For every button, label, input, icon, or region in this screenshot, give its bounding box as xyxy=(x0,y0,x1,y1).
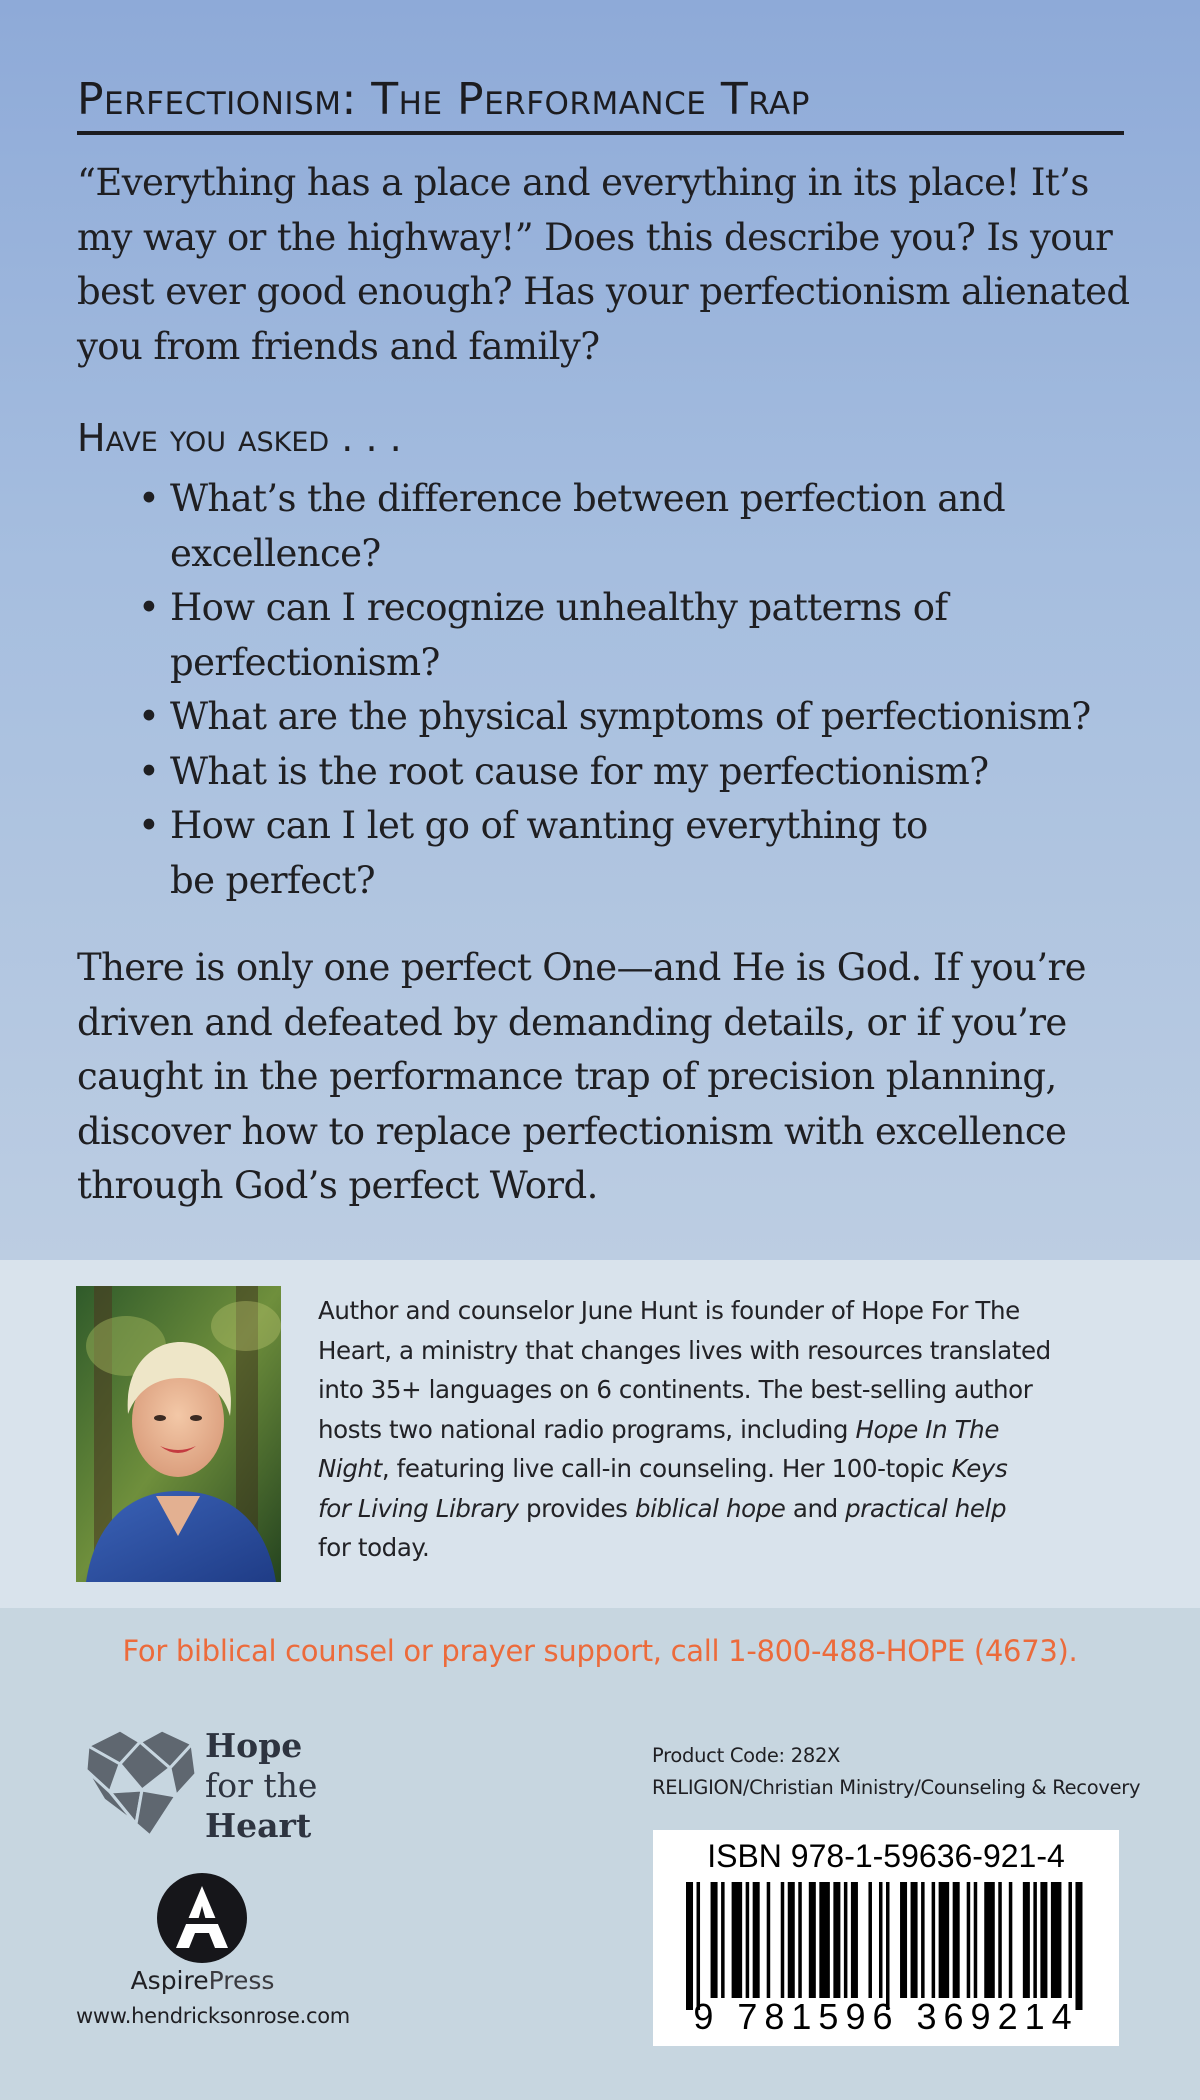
barcode-bar xyxy=(921,1882,925,1998)
barcode-bar xyxy=(1033,1882,1037,1998)
logo-text: Press xyxy=(208,1966,275,1995)
barcode-number: 9 781596 369214 xyxy=(693,1996,1079,2037)
barcode-panel xyxy=(653,1830,1119,2046)
bio-text: provides xyxy=(518,1493,635,1523)
hope-for-the-heart-wordmark xyxy=(205,1726,317,1846)
list-item xyxy=(130,745,1170,800)
barcode-bar xyxy=(911,1882,918,1998)
intro-paragraph xyxy=(77,156,1157,374)
barcode-bar xyxy=(721,1882,725,1998)
intro-line: you from friends and family? xyxy=(77,324,600,368)
bullet-icon: • xyxy=(138,586,160,629)
logo-text: Hope xyxy=(205,1726,303,1765)
question-text: What is the root cause for my perfectionism? xyxy=(170,749,989,793)
bio-text: hosts two national radio programs, including xyxy=(318,1414,856,1444)
closing-line: driven and defeated by demanding details, or if you’re xyxy=(77,1000,1067,1044)
author-bio xyxy=(318,1291,1128,1568)
barcode-bar xyxy=(939,1882,950,1998)
barcode-bar xyxy=(900,1882,907,1998)
barcode-bar xyxy=(746,1882,750,1998)
question-text-cont: perfectionism? xyxy=(170,640,440,684)
bio-text: Author and counselor June Hunt is founder of Hope For The xyxy=(318,1296,1020,1325)
closing-paragraph xyxy=(77,941,1157,1214)
emphasis-italic: biblical hope xyxy=(634,1493,786,1523)
library-title-italic: Keys xyxy=(951,1454,1008,1483)
barcode-bar xyxy=(868,1882,872,1998)
barcode-bar xyxy=(1075,1882,1082,2010)
barcode-bar xyxy=(851,1882,858,1998)
barcode-bar xyxy=(1051,1882,1062,1998)
bio-text: into 35+ languages on 6 continents. The best-selling author xyxy=(318,1375,1033,1404)
barcode-bar xyxy=(686,1882,693,2010)
list-item xyxy=(130,472,1170,581)
radio-title-italic: Night xyxy=(318,1454,382,1483)
aspire-a-icon xyxy=(156,1872,248,1964)
bullet-icon: • xyxy=(138,749,160,793)
bio-text: , featuring live call-in counseling. Her 100-topic xyxy=(381,1454,952,1483)
intro-line: “Everything has a place and everything in its place! It’s xyxy=(77,161,1089,204)
barcode-bar xyxy=(967,1882,971,1998)
barcode-bar xyxy=(809,1882,816,1998)
intro-line: best ever good enough? Has your perfectionism alienated xyxy=(77,270,1130,313)
barcode-bar xyxy=(879,1882,883,1998)
barcode-bar xyxy=(953,1882,960,1998)
barcode-bar xyxy=(788,1882,795,1998)
list-item xyxy=(130,799,1170,908)
closing-line: caught in the performance trap of precision planning, xyxy=(77,1055,1057,1098)
question-text: What’s the difference between perfection and xyxy=(170,477,1006,520)
bullet-icon: • xyxy=(138,804,160,847)
barcode-bar xyxy=(753,1882,760,1998)
product-info xyxy=(652,1740,1140,1804)
list-item xyxy=(130,690,1170,745)
emphasis-italic: practical help xyxy=(845,1493,1007,1523)
closing-line: discover how to replace perfectionism with excellence xyxy=(77,1109,1067,1153)
barcode-bar xyxy=(1009,1882,1013,1998)
bio-text: Heart, a ministry that changes lives with resources translated xyxy=(318,1335,1051,1365)
barcode-bar xyxy=(697,1882,701,2010)
author-portrait-illustration xyxy=(76,1286,281,1582)
barcode-bar xyxy=(1023,1882,1030,1998)
publisher-website: www.hendricksonrose.com xyxy=(76,2004,350,2028)
logo-text: Aspire xyxy=(130,1966,209,1995)
title-divider xyxy=(77,131,1124,135)
bullet-icon: • xyxy=(138,695,160,738)
questions-list xyxy=(130,472,1170,908)
library-title-italic: for Living Library xyxy=(318,1493,519,1523)
logo-text: Heart xyxy=(205,1806,312,1845)
barcode-bar xyxy=(844,1882,848,1998)
bullet-icon: • xyxy=(138,477,160,520)
barcode-bar xyxy=(886,1882,890,2010)
barcode-bar xyxy=(984,1882,995,1998)
question-text: What are the physical symptoms of perfectionism? xyxy=(170,695,1091,738)
barcode-bar xyxy=(1068,1882,1072,1998)
barcode-icon xyxy=(686,1882,1086,2010)
barcode-bar xyxy=(732,1882,743,1998)
aspire-press-wordmark xyxy=(0,1966,405,1995)
product-code: Product Code: 282X xyxy=(652,1744,841,1767)
closing-line: There is only one perfect One—and He is God. If you’re xyxy=(77,946,1086,989)
bio-text: and xyxy=(785,1493,846,1523)
barcode-bar xyxy=(767,1882,771,1998)
book-category: RELIGION/Christian Ministry/Counseling & Recovery xyxy=(652,1776,1141,1799)
book-title: Perfectionism: The Performance Trap xyxy=(77,74,810,125)
barcode-bar xyxy=(1040,1882,1047,1998)
prayer-support-line: For biblical counsel or prayer support, call 1-800-488-HOPE (4673). xyxy=(122,1634,1078,1668)
barcode-bar xyxy=(932,1882,936,1998)
question-text: How can I let go of wanting everything to xyxy=(170,804,928,847)
barcode-bar xyxy=(798,1882,802,1998)
question-text: How can I recognize unhealthy patterns of xyxy=(170,586,948,629)
barcode-bar xyxy=(833,1882,840,1998)
isbn-label: ISBN 978-1-59636-921-4 xyxy=(707,1838,1065,1874)
question-text-cont: excellence? xyxy=(170,531,381,575)
author-photo xyxy=(76,1286,281,1582)
intro-line: my way or the highway!” Does this describe you? Is your xyxy=(77,215,1113,259)
logo-text: for the xyxy=(205,1766,318,1805)
list-item xyxy=(130,581,1170,690)
bio-text: for today. xyxy=(318,1533,430,1562)
closing-line: through God’s perfect Word. xyxy=(77,1164,598,1207)
radio-title-italic: Hope In The xyxy=(855,1414,999,1444)
barcode-bar xyxy=(711,1882,718,1998)
barcode-bar xyxy=(819,1882,830,1998)
question-text-cont: be perfect? xyxy=(170,858,376,902)
questions-heading: Have you asked . . . xyxy=(77,416,402,460)
barcode-bar xyxy=(781,1882,785,1998)
barcode-bar xyxy=(974,1882,978,1998)
barcode-bar xyxy=(998,1882,1002,1998)
